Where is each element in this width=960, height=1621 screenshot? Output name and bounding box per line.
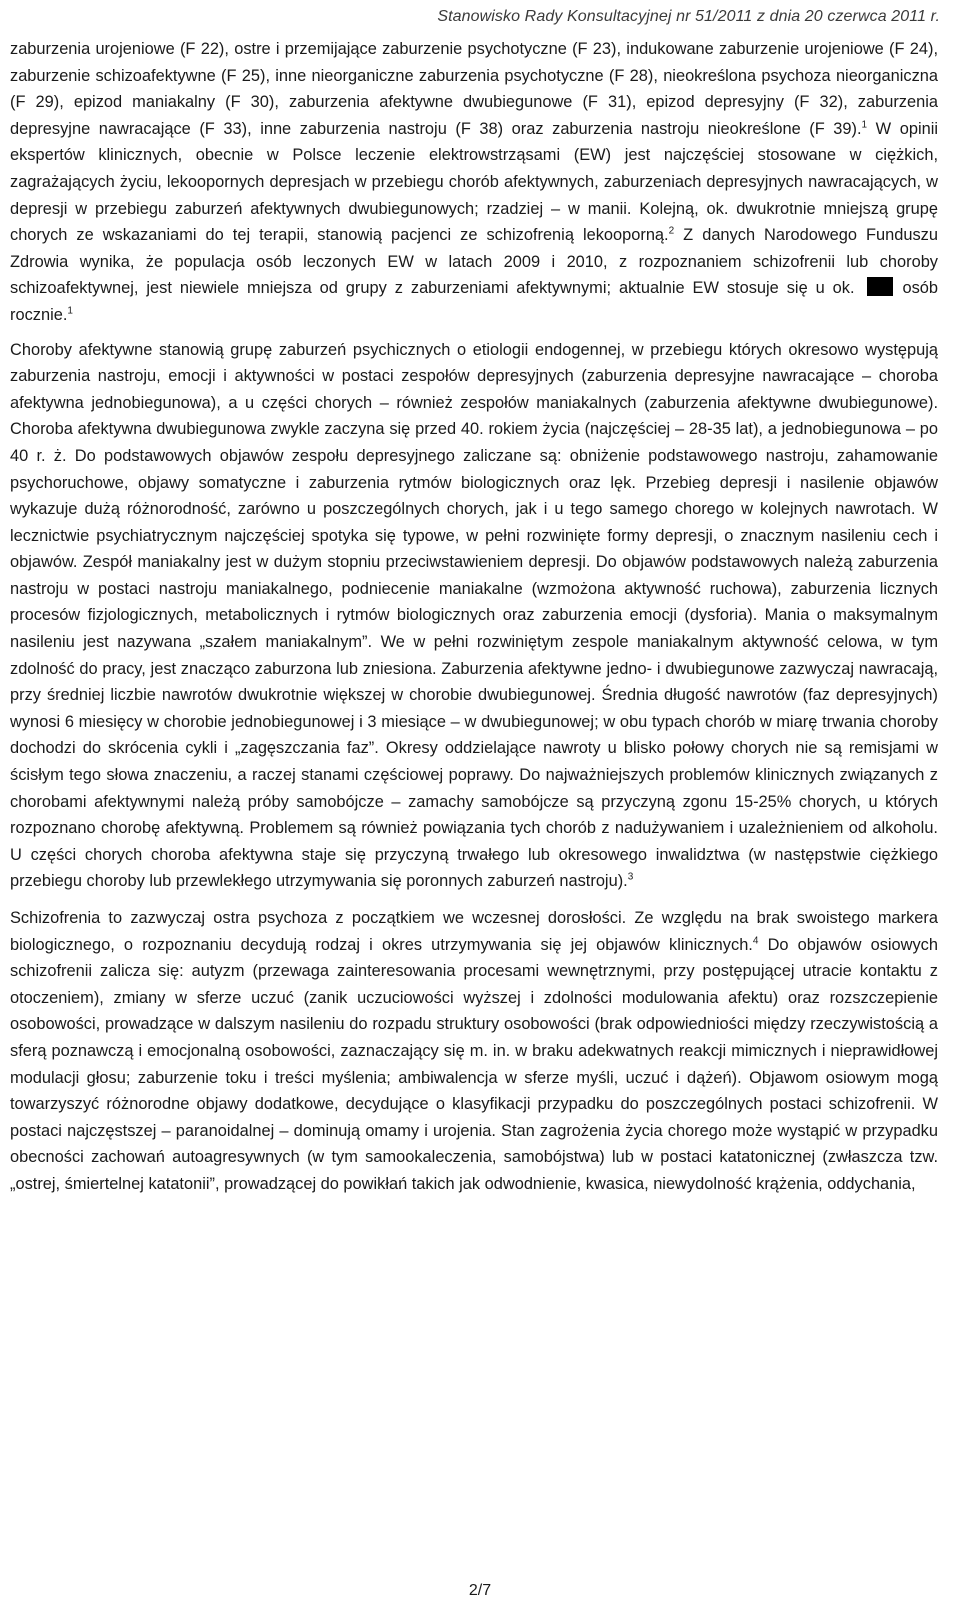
footnote-ref: 1 [861, 119, 868, 131]
paragraph-indications [10, 36, 938, 329]
document-body [10, 36, 938, 1208]
paragraph-schizophrenia [10, 905, 938, 1198]
paragraph-text: Schizofrenia to zazwyczaj ostra psychoza z początkiem we wczesnej dorosłości. Ze względu na brak swoistego markera biologicznego, o rozpoznaniu decydują rodzaj i okres utrzymywania się jej objawów klinicznych. [10, 909, 938, 954]
paragraph-text: Choroby afektywne stanowią grupę zaburzeń psychicznych o etiologii endogennej, w przebiegu których okresowo występują zaburzenia nastroju, emocji i aktywności w postaci zespołów depresyjnych (zaburzenia depresyjne nawracające – choroba afektywna jednobiegunowa), a u części chorych – również zespołów maniakalnych (zaburzenia afektywne dwubiegunowe). Choroba afektywna dwubiegunowa zwykle zaczyna się przed 40. rokiem życia (najczęściej – 28-35 lat), a jednobiegunowa – po 40 r. ż. Do podstawowych objawów zespołu depresyjnego zaliczane są: obniżenie podstawowego nastroju, zahamowanie psychoruchowe, objawy somatyczne i zaburzenia rytmów biologicznych oraz lęk. Przebieg depresji i nasilenie objawów wykazuje dużą różnorodność, zarówno u poszczególnych chorych, jak i u tego samego chorego w kolejnych nawrotach. W lecznictwie psychiatrycznym najczęściej spotyka się typowe, w pełni rozwinięte formy depresji, o znacznym nasileniu cech i objawów. Zespół maniakalny jest w dużym stopniu przeciwstawieniem depresji. Do objawów podstawowych należą zaburzenia nastroju w postaci nastroju maniakalnego, podniecenie maniakalne (wzmożona aktywność ruchowa), zaburzenia licznych procesów fizjologicznych, metabolicznych i rytmów biologicznych oraz zaburzenia emocji (dysforia). Mania o maksymalnym nasileniu jest nazywana „szałem maniakalnym”. We w pełni rozwiniętym zespole maniakalnym aktywność celowa, w tym zdolność do pracy, jest znacząco zaburzona lub zniesiona. Zaburzenia afektywne jedno- i dwubiegunowe zazwyczaj nawracają, przy średniej liczbie nawrotów dwukrotnie większej w chorobie dwubiegunowej. Średnia długość nawrotów (faz depresyjnych) wynosi 6 miesięcy w chorobie jednobiegunowej i 3 miesiące – w dwubiegunowej; w obu typach chorób w miarę trwania choroby dochodzi do skrócenia cykli i „zagęszczania faz”. Okresy oddzielające nawroty u blisko połowy chorych nie są remisjami w ścisłym tego słowa znaczeniu, a raczej stanami częściowej poprawy. Do najważniejszych problemów klinicznych związanych z chorobami afektywnymi należą próby samobójcze – zamachy samobójcze są przyczyną zgonu 15-25% chorych, u których rozpoznano chorobę afektywną. Problemem są również powiązania tych chorób z nadużywaniem i uzależnieniem od alkoholu. U części chorych choroba afektywna staje się przyczyną trwałego lub okresowego inwalidztwa (w następstwie ciężkiego przebiegu choroby lub przewlekłego utrzymywania się poronnych zaburzeń nastroju). [10, 340, 938, 891]
redaction-box [867, 277, 893, 296]
footnote-ref: 3 [627, 871, 634, 883]
page-number: 2/7 [468, 1582, 492, 1599]
running-header: Stanowisko Rady Konsultacyjnej nr 51/2011 z dnia 20 czerwca 2011 r. [437, 8, 940, 25]
footnote-ref: 4 [752, 935, 759, 947]
paragraph-text: W opinii ekspertów klinicznych, obecnie w Polsce leczenie elektrowstrząsami (EW) jest najczęściej stosowane w ciężkich, zagrażających życiu, lekoopornych depresjach w przebiegu chorób afektywnych, zaburzeniach depresyjnych nawracających, w depresji w przebiegu zaburzeń afektywnych dwubiegunowych; rzadziej – w manii. Kolejną, ok. dwukrotnie mniejszą grupę chorych ze wskazaniami do tej terapii, stanowią pacjenci ze schizofrenią lekooporną. [10, 119, 938, 245]
footnote-ref: 1 [67, 305, 73, 317]
paragraph-text: zaburzenia urojeniowe (F 22), ostre i przemijające zaburzenie psychotyczne (F 23), indukowane zaburzenie urojeniowe (F 24), zaburzenie schizoafektywne (F 25), inne nieorganiczne zaburzenia psychotyczne (F 28), nieokreślona psychoza nieorganiczna (F 29), epizod maniakalny (F 30), zaburzenia afektywne dwubiegunowe (F 31), epizod depresyjny (F 32), zaburzenia depresyjne nawracające (F 33), inne zaburzenia nastroju (F 38) oraz zaburzenia nastroju nieokreślone (F 39). [10, 40, 938, 138]
paragraph-text: Z danych Narodowego Funduszu Zdrowia wynika, że populacja osób leczonych EW w latach 2009 i 2010, z rozpoznaniem schizofrenii lub choroby schizoafektywnej, jest niewiele mniejsza od grupy z zaburzeniami afektywnymi; aktualnie EW stosuje się u ok. [10, 226, 938, 298]
paragraph-text: Do objawów osiowych schizofrenii zalicza się: autyzm (przewaga zainteresowania procesami wewnętrznymi, przy postępującej utracie kontaktu z otoczeniem), zmiany w sferze uczuć (zanik uczuciowości wyższej i zdolności modulowania afektu) oraz rozszczepienie osobowości, prowadzące w dalszym nasileniu do rozpadu struktury osobowości (brak odpowiedniości między rzeczywistością a sferą poznawczą i emocjonalną osobowości, zaznaczający się m. in. w braku adekwatnych reakcji mimicznych i nieprawidłowej modulacji głosu; zaburzenie toku i treści myślenia; ambiwalencja w sferze myśli, uczuć i dążeń). Objawom osiowym mogą towarzyszyć różnorodne objawy dodatkowe, decydujące o klasyfikacji przypadku do poszczególnych postaci schizofrenii. W postaci najczęstszej – paranoidalnej – dominują omamy i urojenia. Stan zagrożenia życia chorego może wystąpić w przypadku obecności zachowań autoagresywnych (w tym samookaleczenia, samobójstwa) lub w postaci katatonicznej (zwłaszcza tzw. „ostrej, śmiertelnej katatonii”, prowadzącej do powikłań takich jak odwodnienie, kwasica, niewydolność krążenia, oddychania, [10, 935, 938, 1193]
paragraph-text: osób rocznie. [10, 279, 939, 324]
paragraph-affective-disorders [10, 337, 938, 895]
footnote-ref: 2 [668, 225, 675, 237]
